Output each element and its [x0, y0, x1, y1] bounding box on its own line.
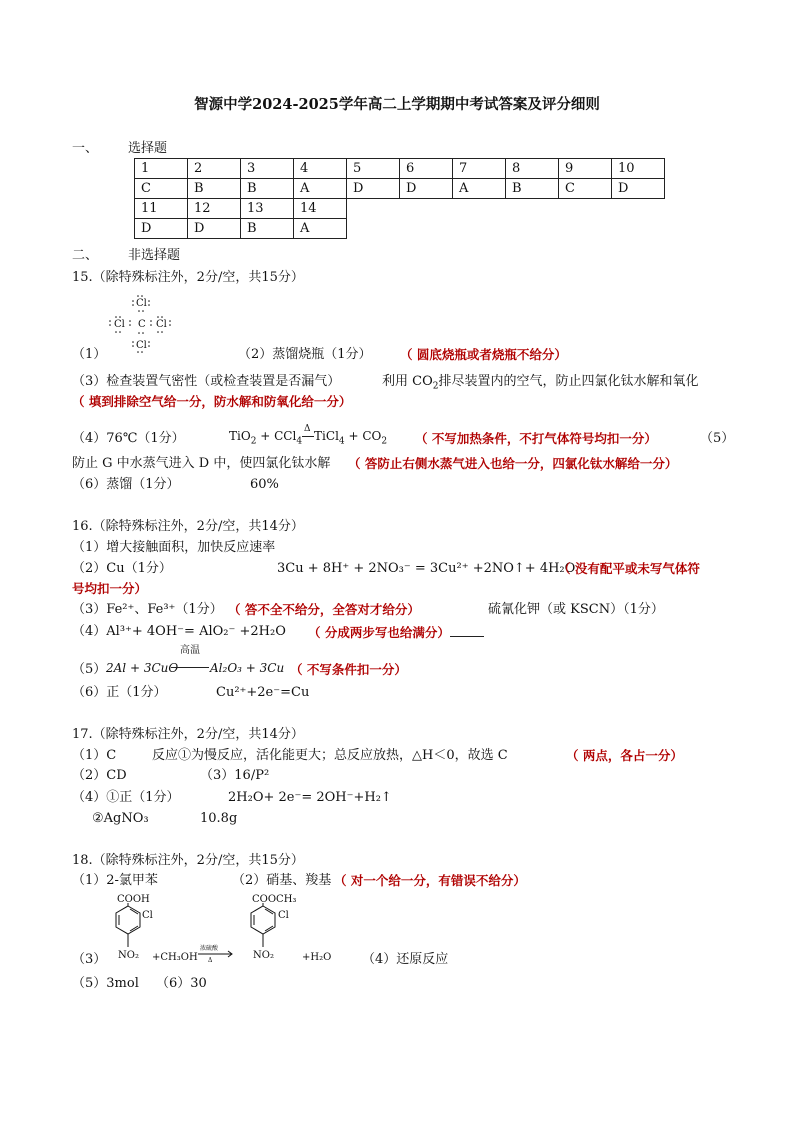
q16-part5-number: （5）	[72, 662, 107, 677]
q16-part3: （3）Fe²⁺、Fe³⁺（1分）	[72, 602, 223, 617]
q18-part4: （4）还原反应	[362, 952, 449, 967]
cl-left: Cl	[114, 319, 125, 330]
section-one-number: 一、	[72, 141, 99, 156]
q17-part1-reason: 反应①为慢反应，活化能更大；总反应放热，△H＜0，故选 C	[152, 748, 508, 763]
no2-label-left: NO₂	[118, 950, 139, 961]
q16-part5-right: Al₂O₃ + 3Cu	[210, 661, 285, 675]
mcq-row-answers-2	[135, 219, 665, 239]
q16-part6: （6）正（1分）	[72, 685, 167, 700]
q15-part2: （2）蒸馏烧瓶（1分）	[238, 347, 372, 362]
esterification-reaction	[90, 892, 380, 966]
question-number-cell: 11	[135, 199, 188, 219]
q16-part3-note: （ 答不全不给分，全答对才给分）	[228, 602, 420, 617]
q15-part2-note: （ 圆底烧瓶或者烧瓶不给分）	[400, 347, 567, 362]
q18-part1: （1）2-氯甲苯	[72, 873, 158, 888]
cl-label-left: Cl	[142, 910, 153, 921]
cl-right: Cl	[156, 319, 167, 330]
section-two-label: 非选择题	[128, 248, 181, 263]
answer-cell: A	[294, 179, 347, 199]
cl-top: Cl	[136, 298, 147, 309]
answer-cell: C	[135, 179, 188, 199]
question-number-cell: 7	[453, 159, 506, 179]
benzene-ring-left	[116, 906, 140, 934]
question-number-cell: 8	[506, 159, 559, 179]
answer-cell: D	[188, 219, 241, 239]
q15-part5-note: （ 答防止右侧水蒸气进入也给一分，四氯化钛水解给一分）	[348, 456, 678, 471]
section-two-number: 二、	[72, 248, 99, 263]
answer-cell: D	[400, 179, 453, 199]
q16-part2-equation: 3Cu + 8H⁺ + 2NO₃⁻ = 3Cu²⁺ +2NO↑+ 4H₂O	[277, 561, 576, 576]
q16-part1: （1）增大接触面积，加快反应速率	[72, 540, 276, 555]
answer-cell: D	[612, 179, 665, 199]
answer-cell: A	[453, 179, 506, 199]
q15-part5-number: （5）	[700, 431, 735, 446]
question-number-cell: 14	[294, 199, 347, 219]
q16-part3-answer: 硫氰化钾（或 KSCN）（1分）	[488, 602, 664, 617]
q15-part3: （3）检查装置气密性（或检查装置是否漏气）	[72, 374, 341, 389]
answer-cell: B	[188, 179, 241, 199]
q17-part4-equation: 2H₂O+ 2e⁻= 2OH⁻+H₂↑	[228, 790, 392, 805]
mcq-answer-table	[134, 158, 665, 239]
question-number-cell: 6	[400, 159, 453, 179]
q17-part1: （1）C	[72, 748, 117, 763]
q17-part4-mass: 10.8g	[200, 811, 238, 826]
question-number-cell: 1	[135, 159, 188, 179]
q16-header: 16.（除特殊标注外，2分/空，共14分）	[72, 519, 304, 534]
mcq-row-numbers-1	[135, 159, 665, 179]
q16-part4: （4）Al³⁺+ 4OH⁻= AlO₂⁻ +2H₂O	[72, 624, 286, 639]
q16-part5-left: 2Al + 3CuO	[106, 661, 179, 675]
q16-part2: （2）Cu（1分）	[72, 561, 172, 576]
water-product: +H₂O	[302, 952, 332, 963]
tio2-equation: TiO$_2$ + CCl$_4$ Δ TiCl$_4$ + $CO_2$	[229, 424, 388, 447]
q15-part6-answer: 60%	[250, 477, 279, 492]
q18-part6: （6）30	[156, 976, 207, 991]
q17-part2: （2）CD	[72, 768, 127, 783]
question-number-cell: 2	[188, 159, 241, 179]
question-number-cell: 12	[188, 199, 241, 219]
q18-header: 18.（除特殊标注外，2分/空，共15分）	[72, 853, 304, 868]
question-number-cell: 10	[612, 159, 665, 179]
ch3oh-reagent: +CH₃OH	[152, 952, 198, 963]
q16-part5-condition: 高温	[180, 645, 200, 656]
q15-part3-answer: 利用 $CO_2$排尽装置内的空气，防止四氯化钛水解和氧化	[382, 374, 699, 392]
q17-header: 17.（除特殊标注外，2分/空，共14分）	[72, 727, 304, 742]
q17-part3: （3）16/P²	[200, 768, 270, 783]
q18-part3-number: （3）	[72, 952, 107, 967]
q18-part2: （2）硝基、羧基	[232, 873, 332, 888]
reaction-line	[171, 667, 209, 668]
question-number-cell: 5	[347, 159, 400, 179]
question-number-cell: 4	[294, 159, 347, 179]
answer-cell: B	[506, 179, 559, 199]
no2-label-right: NO₂	[253, 950, 274, 961]
q15-part3-note: （ 填到排除空气给一分，防水解和防氧化给一分）	[72, 394, 352, 409]
q16-part4-note: （ 分成两步写也给满分）	[308, 624, 484, 641]
benzene-rings	[116, 903, 275, 957]
answer-cell: C	[559, 179, 612, 199]
catalyst-label: 浓硫酸	[200, 945, 219, 952]
q16-part5-note: （ 不写条件扣一分）	[290, 662, 407, 677]
q15-part5: 防止 G 中水蒸气进入 D 中，使四氯化钛水解	[72, 456, 331, 471]
q18-part2-note: （ 对一个给一分，有错误不给分）	[334, 873, 526, 888]
answer-cell: D	[347, 179, 400, 199]
q16-part2-note-b: 号均扣一分）	[72, 581, 148, 596]
cooch3-label: COOCH₃	[252, 894, 297, 905]
q17-part4: （4）①正（1分）	[72, 790, 180, 805]
blank-underline	[450, 624, 484, 637]
mcq-row-answers-1	[135, 179, 665, 199]
question-number-cell: 9	[559, 159, 612, 179]
mcq-row-numbers-2	[135, 199, 665, 219]
q16-part2-note-a: （ 没有配平或未写气体符	[558, 561, 700, 576]
q15-part4-note: （ 不写加热条件，不打气体符号均扣一分）	[415, 431, 657, 446]
ccl4-electron-formula	[100, 292, 190, 354]
answer-cell: D	[135, 219, 188, 239]
answer-cell: A	[294, 219, 347, 239]
q15-header: 15.（除特殊标注外，2分/空，共15分）	[72, 270, 304, 285]
section-one-label: 选择题	[128, 141, 168, 156]
c-center: C	[138, 319, 146, 330]
question-number-cell: 13	[241, 199, 294, 219]
cl-bottom: Cl	[136, 340, 147, 351]
question-number-cell: 3	[241, 159, 294, 179]
cl-label-right: Cl	[278, 910, 289, 921]
q17-part4-electrolyte: ②AgNO₃	[92, 811, 149, 826]
q17-part1-note: （ 两点，各占一分）	[566, 748, 683, 763]
benzene-ring-right	[251, 906, 275, 934]
q15-part6: （6）蒸馏（1分）	[72, 477, 180, 492]
q15-part1: （1）	[72, 347, 107, 362]
heat-label: Δ	[208, 957, 213, 964]
page-title: 智源中学2024-2025学年高二上学期期中考试答案及评分细则	[194, 96, 600, 113]
answer-cell: B	[241, 179, 294, 199]
cooh-label: COOH	[117, 894, 150, 905]
q16-part6-answer: Cu²⁺+2e⁻=Cu	[216, 685, 310, 700]
q15-part4: （4）76℃（1分）	[72, 431, 185, 446]
q18-part5: （5）3mol	[72, 976, 139, 991]
answer-cell: B	[241, 219, 294, 239]
